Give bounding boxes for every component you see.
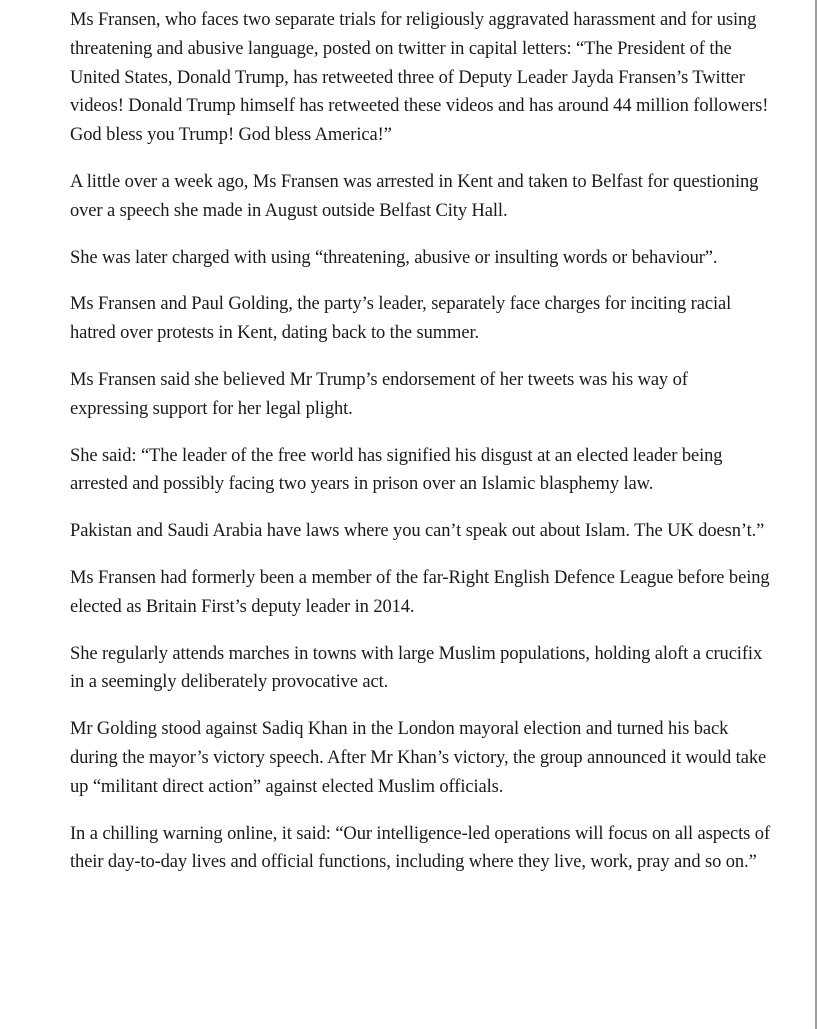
article-paragraph: She said: “The leader of the free world has signified his disgust at an elected leader being arrested and possibly facing two years in prison over an Islamic blasphemy law.	[70, 445, 723, 495]
article-paragraph: Ms Fransen and Paul Golding, the party’s leader, separately face charges for inciting racial hatred over protests in Kent, dating back to the summer.	[70, 294, 732, 344]
article-paragraph: Pakistan and Saudi Arabia have laws where you can’t speak out about Islam. The UK doesn’t.”	[70, 521, 765, 542]
article-paragraph: She regularly attends marches in towns with large Muslim populations, holding aloft a crucifix in a seemingly deliberately provocative act.	[70, 643, 763, 693]
article-paragraph: A little over a week ago, Ms Fransen was arrested in Kent and taken to Belfast for questioning over a speech she made in August outside Belfast City Hall.	[70, 171, 759, 221]
article-body	[70, 6, 770, 895]
article-paragraph: Ms Fransen, who faces two separate trials for religiously aggravated harassment and for using threatening and abusive language, posted on twitter in capital letters: “The President of the United States, Donald Trump, has retweeted three of Deputy Leader Jayda Fransen’s Twitter videos! Donald Trump himself has retweeted these videos and has around 44 million followers! God bless you Trump! God bless America!”	[70, 10, 769, 146]
article-paragraph: Mr Golding stood against Sadiq Khan in the London mayoral election and turned his back during the mayor’s victory speech. After Mr Khan’s victory, the group announced it would take up “militant direct action” against elected Muslim officials.	[70, 719, 767, 797]
article-paragraph: Ms Fransen said she believed Mr Trump’s endorsement of her tweets was his way of expressing support for her legal plight.	[70, 369, 688, 419]
article-paragraph: In a chilling warning online, it said: “Our intelligence-led operations will focus on all aspects of their day-to-day lives and official functions, including where they live, work, pray and so on.”	[70, 823, 771, 873]
article-paragraph: Ms Fransen had formerly been a member of the far-Right English Defence League before being elected as Britain First’s deputy leader in 2014.	[70, 567, 770, 617]
article-paragraph: She was later charged with using “threatening, abusive or insulting words or behaviour”.	[70, 247, 718, 268]
